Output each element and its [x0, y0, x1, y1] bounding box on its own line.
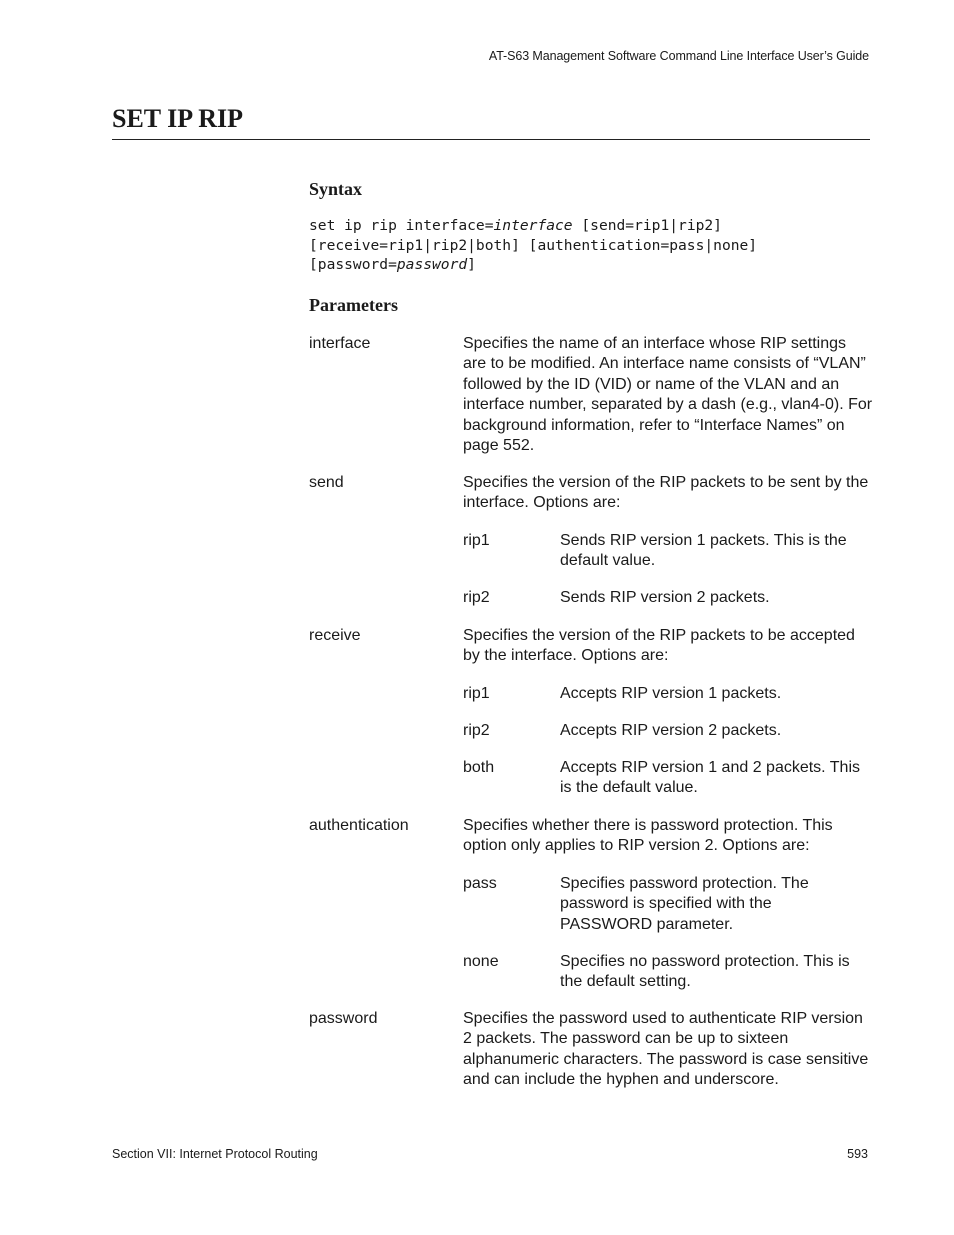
- syntax-line3-prefix: [password=: [309, 256, 397, 273]
- option-desc-receive-both: Accepts RIP version 1 and 2 packets. This is the default value.: [560, 759, 861, 797]
- param-desc-password: Specifies the password used to authenticate RIP version 2 packets. The password can be up to sixteen alphanumeric characters. The password is case sensitive and can include the hyphen and underscore.: [463, 1010, 869, 1089]
- running-header: AT-S63 Management Software Command Line Interface User’s Guide: [488, 49, 869, 63]
- syntax-line1-prefix: set ip rip interface=: [309, 217, 494, 234]
- option-name-receive-both: both: [463, 759, 495, 776]
- syntax-line3-suffix: ]: [467, 256, 476, 273]
- syntax-line3-var: password: [396, 256, 468, 273]
- syntax-block: [309, 216, 757, 275]
- option-desc-receive-rip2: Accepts RIP version 2 packets.: [560, 722, 782, 739]
- syntax-line1-suffix: [send=rip1|rip2]: [572, 217, 722, 234]
- param-desc-interface: Specifies the name of an interface whose RIP settings are to be modified. An interface name consists of “VLAN” followed by the ID (VID) or name of the VLAN and an interface number, separated by a dash (e.g., vlan4-0). For background information, refer to “Interface Names” on page 552.: [463, 335, 873, 455]
- option-desc-receive-rip1: Accepts RIP version 1 packets.: [560, 685, 782, 702]
- param-name-interface: interface: [309, 335, 371, 352]
- option-name-send-rip2: rip2: [463, 589, 490, 606]
- param-name-receive: receive: [309, 627, 361, 644]
- option-name-receive-rip1: rip1: [463, 685, 490, 702]
- syntax-line1-var: interface: [493, 217, 573, 234]
- title-divider: [112, 139, 870, 140]
- footer-section: Section VII: Internet Protocol Routing: [112, 1147, 318, 1161]
- footer-page-number: 593: [847, 1147, 868, 1161]
- parameters-heading: Parameters: [309, 295, 398, 315]
- option-desc-send-rip1: Sends RIP version 1 packets. This is the default value.: [560, 532, 847, 570]
- page-title: SET IP RIP: [112, 104, 244, 133]
- param-desc-receive: Specifies the version of the RIP packets to be accepted by the interface. Options are:: [463, 627, 855, 665]
- param-desc-send: Specifies the version of the RIP packets to be sent by the interface. Options are:: [463, 474, 869, 512]
- option-name-auth-none: none: [463, 953, 499, 970]
- option-name-send-rip1: rip1: [463, 532, 490, 549]
- param-name-authentication: authentication: [309, 817, 409, 834]
- option-name-receive-rip2: rip2: [463, 722, 490, 739]
- option-name-auth-pass: pass: [463, 875, 497, 892]
- option-desc-auth-pass: Specifies password protection. The password is specified with the PASSWORD parameter.: [560, 875, 809, 933]
- syntax-line2: [receive=rip1|rip2|both] [authentication=pass|none]: [309, 236, 758, 254]
- param-desc-authentication: Specifies whether there is password protection. This option only applies to RIP version 2. Options are:: [463, 817, 833, 855]
- param-name-password: password: [309, 1010, 378, 1027]
- param-name-send: send: [309, 474, 344, 491]
- option-desc-auth-none: Specifies no password protection. This is the default setting.: [560, 953, 850, 991]
- syntax-heading: Syntax: [309, 179, 363, 199]
- option-desc-send-rip2: Sends RIP version 2 packets.: [560, 589, 770, 606]
